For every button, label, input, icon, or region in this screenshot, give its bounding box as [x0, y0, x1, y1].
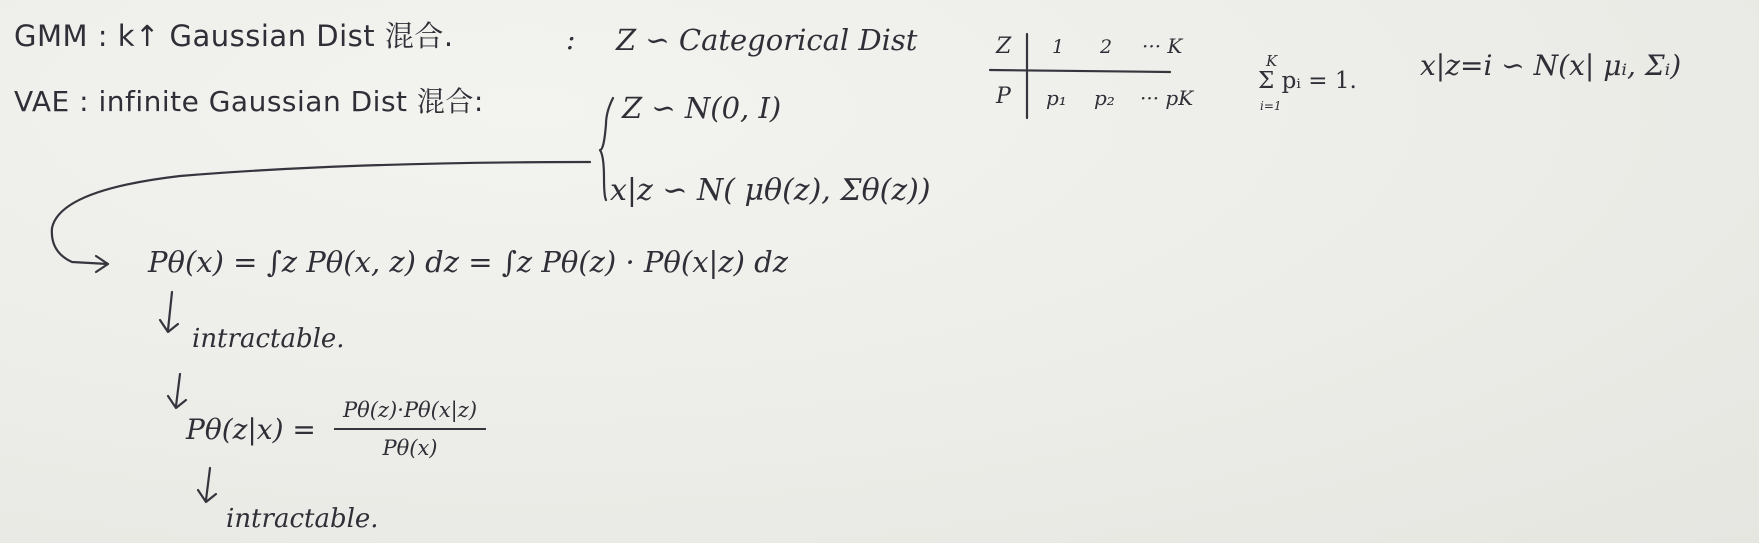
- posterior-denominator: Pθ(x): [382, 436, 438, 460]
- down-arrow-3-head: [198, 490, 216, 502]
- gmm-label: GMM : k↑ Gaussian Dist 混合.: [14, 19, 454, 53]
- gmm-latent-dist: Z ∽ Categorical Dist: [616, 23, 918, 57]
- table-p-1: p₁: [1046, 86, 1067, 110]
- table-p-k: ··· pK: [1140, 86, 1194, 110]
- curved-arrow-head: [96, 256, 108, 272]
- down-arrow-2-head: [168, 396, 186, 408]
- gmm-separator: :: [566, 23, 576, 56]
- down-arrow-2: [176, 374, 180, 406]
- table-z-1: 1: [1052, 36, 1065, 58]
- table-header-p: P: [996, 84, 1011, 109]
- mixture-component: x|z=i ∽ N(x| μᵢ, Σᵢ): [1420, 49, 1682, 82]
- table-p-2: p₂: [1094, 86, 1115, 110]
- posterior-lhs: Pθ(z|x) =: [186, 413, 316, 446]
- marginal-likelihood: Pθ(x) = ∫z Pθ(x, z) dz = ∫z Pθ(z) · Pθ(x|z) dz: [148, 245, 788, 279]
- constraint-sum: Σ pᵢ = 1.: [1258, 68, 1357, 94]
- vae-prior: Z ∽ N(0, I): [622, 91, 782, 125]
- intractable-note-1: intractable.: [192, 324, 345, 354]
- fraction-bar: [334, 428, 486, 430]
- categorical-table: [990, 30, 1210, 120]
- down-arrow-3: [206, 468, 210, 500]
- table-z-k: ··· K: [1142, 34, 1183, 58]
- down-arrow-1-head: [160, 320, 178, 332]
- posterior-fraction: [330, 398, 490, 460]
- down-arrow-1: [168, 292, 172, 330]
- intractable-note-2: intractable.: [226, 504, 379, 534]
- constraint-top: K: [1266, 52, 1278, 70]
- constraint-bottom: i=1: [1260, 99, 1282, 113]
- posterior-numerator: Pθ(z)·Pθ(x|z): [342, 398, 478, 422]
- vae-likelihood: x|z ∽ N( μθ(z), Σθ(z)): [610, 173, 931, 208]
- table-header-z: Z: [996, 34, 1012, 59]
- vae-label: VAE : infinite Gaussian Dist 混合:: [14, 85, 484, 118]
- table-z-2: 2: [1100, 36, 1113, 58]
